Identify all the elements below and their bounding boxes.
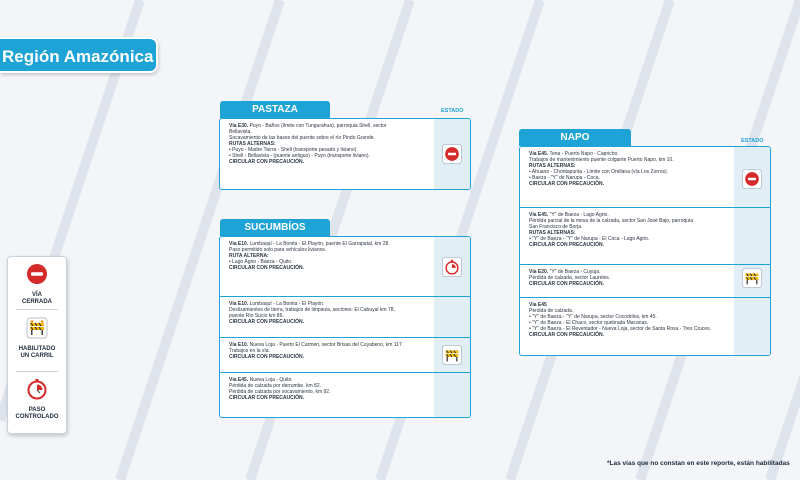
footnote: *Las vías que no constan en este reporte, están habilitadas: [607, 460, 790, 467]
legend-label: HABILITADO: [18, 346, 56, 352]
road-entry: [520, 297, 770, 356]
timer-icon: [442, 257, 462, 277]
one-lane-icon: [742, 268, 762, 288]
entry-text: Vía E45 Pérdida de calzada. • "Y" de Baeza - "Y" de Narupa, sector Cocodrilos, km 45. • "Y" de Baeza - El Chaco, sector quebrada Macanas. • "Y" de Baeza - El Reventador - Nueva Loja, sector de Santa Rosa - Tres Cruces. CIRCULAR CON PRECAUCIÓN.: [529, 302, 712, 338]
entry-text: Vía E45. Tena - Puerto Napo - Capricho. Trabajos de mantenimiento puente colgante Puerto Napo, km 10. RUTAS ALTERNAS: • Ahuano - Chontapunta - Límite con Orellana (vía Los Zorros). • Baeza - "Y" de Narupa - Coca. CIRCULAR CON PRECAUCIÓN.: [529, 151, 674, 187]
legend-label: UN CARRIL: [20, 353, 54, 359]
legend-item-controlled: [8, 378, 66, 421]
road-entry: [220, 237, 470, 296]
legend-divider: [16, 371, 58, 372]
road-entry: [220, 337, 470, 373]
estado-header: ESTADO: [741, 138, 764, 144]
road-entry: [520, 264, 770, 298]
province-title: NAPO: [519, 129, 631, 146]
province-card-sucumbios: [219, 236, 471, 418]
legend-panel: [7, 256, 67, 434]
no-entry-icon: [26, 263, 48, 285]
legend-label: PASO: [28, 407, 46, 413]
entry-text: Vía E10. Lumbaquí - La Bonita - El Playón, puente El Garrapatal, km 28. Paso permitido solo para vehículos livianos. RUTA ALTERNA: • Lago Agrio - Baeza - Quito. CIRCULAR CON PRECAUCIÓN.: [229, 241, 390, 271]
road-entry: [520, 207, 770, 265]
no-entry-icon: [442, 144, 462, 164]
estado-header: ESTADO: [441, 108, 464, 114]
road-entry: [520, 147, 770, 207]
entry-text: Vía E10. Nueva Loja - Puerto El Carmen, sector Brisas del Cuyabeno, km 117. Trabajos en la vía. CIRCULAR CON PRECAUCIÓN.: [229, 342, 404, 360]
road-entry: [220, 296, 470, 338]
one-lane-icon: [26, 317, 48, 339]
legend-label: CONTROLADO: [15, 414, 59, 420]
entry-text: Vía E45. Nueva Loja - Quito. Pérdida de calzada por derrumbe, km 82. Pérdida de calzada por socavamiento, km 92. CIRCULAR CON PRECAUCIÓN.: [229, 377, 331, 401]
province-title: SUCUMBÍOS: [220, 219, 330, 236]
one-lane-icon: [442, 345, 462, 365]
entry-text: Vía E45. "Y" de Baeza - Lago Agrio. Pérdida parcial de la mesa de la calzada, sector San José Bajo, parroquia San Francisco de Borja. RUTAS ALTERNAS: • "Y" de Baeza - "Y" de Narupa - El Coca - Lago Agrio. CIRCULAR CON PRECAUCIÓN.: [529, 212, 693, 248]
province-title: PASTAZA: [220, 101, 330, 118]
timer-icon: [26, 378, 48, 400]
entry-text: Vía E20. "Y" de Baeza - Cuyuja. Pérdida de calzada, sector Laureles. CIRCULAR CON PRECAUCIÓN.: [529, 269, 611, 287]
road-entry: [220, 372, 470, 418]
entry-text: Vía E30. Puyo - Baños (límite con Tungurahua), parroquia Shell, sector Bellavista. Socavamiento de las bases del puente sobre el río Pindo Grande. RUTAS ALTERNAS: • Puyo - Madre Tierra - Shell (transporte pesado y liviano). • Shell - Bellavista - (puente antiguo) - Puyo (transporte liviano). CIRCULAR CON PRECAUCIÓN.: [229, 123, 387, 165]
legend-divider: [16, 309, 58, 310]
province-card-napo: [519, 146, 771, 356]
entry-text: Vía E10. Lumbaquí - La Bonita - El Playón. Deslizamientos de tierra, trabajos de limpieza, sectores: El Cabuyal km 78, puente Río Sucio km 86. CIRCULAR CON PRECAUCIÓN.: [229, 301, 395, 325]
no-entry-icon: [742, 169, 762, 189]
road-entry: [220, 119, 470, 189]
region-title: Región Amazónica: [0, 37, 158, 73]
legend-item-closed: [8, 263, 66, 306]
legend-item-one-lane: [8, 317, 66, 360]
legend-label: CERRADA: [22, 299, 52, 305]
legend-label: VÍA: [31, 292, 42, 298]
province-card-pastaza: [219, 118, 471, 190]
